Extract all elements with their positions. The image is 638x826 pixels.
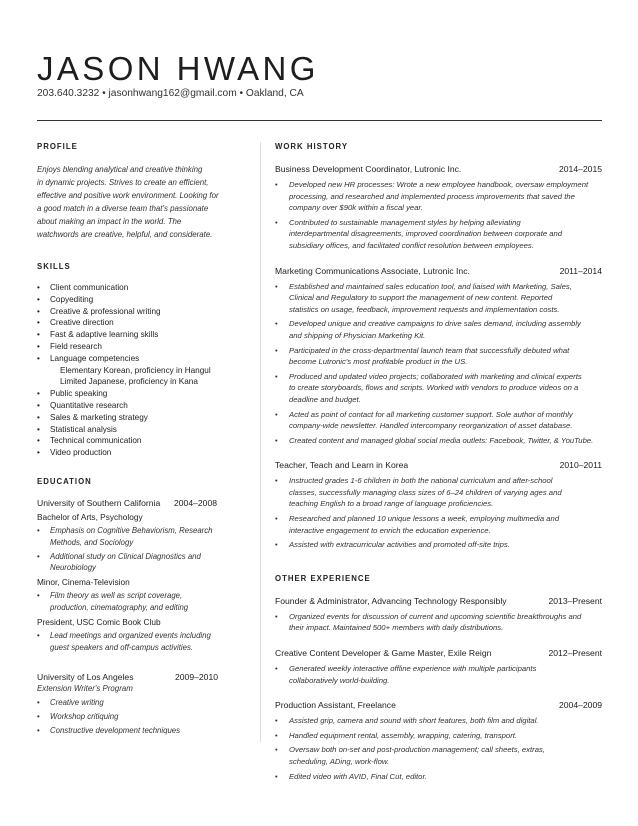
program-bullets	[37, 697, 240, 736]
job-header	[275, 595, 602, 607]
skill-item-language	[37, 353, 240, 388]
job-entry	[275, 647, 602, 686]
bullet-line: • Generated weekly interactive offline experience with multiple participants	[289, 664, 537, 674]
job-years: 2004–2009	[558, 700, 602, 711]
skill-item: • Creative & professional writing	[37, 306, 240, 318]
minor-bullet	[37, 590, 240, 614]
work-heading: WORK HISTORY	[275, 142, 349, 151]
bullet-line: • Additional study on Clinical Diagnostics and	[50, 551, 201, 561]
bullet-line: classes, successfully managing class sizes of 6–24 children of varying ages and	[289, 487, 562, 497]
edu-ucla	[37, 671, 240, 736]
bullet-line: interdepartmental disagreements, improved coordination between corporate and	[289, 229, 563, 239]
bullet-line: statistics on usage, feedback, improvement requests and implementation costs.	[289, 304, 560, 314]
job-entry	[275, 163, 602, 252]
degree-bullet	[37, 551, 240, 575]
skill-item: • Technical communication	[37, 435, 240, 447]
school-years: 2004–2008	[174, 497, 218, 508]
skill-item: • Public speaking	[37, 388, 240, 400]
bullet-line: guest speakers and off-campus activities.	[50, 642, 194, 652]
job-bullets	[275, 715, 602, 782]
education-heading: EDUCATION	[37, 476, 92, 486]
job-header	[275, 459, 602, 471]
bullet-line: their impact. Maintained 500+ members with daily distributions.	[289, 623, 504, 633]
bullet-line: • Created content and managed global social media outlets: Facebook, Twitter, & YouTube.	[289, 435, 594, 445]
bullet-line: • Assisted with extracurricular activities and promoted off-site trips.	[289, 540, 510, 550]
school-years: 2009–2010	[175, 672, 219, 683]
job-bullet	[275, 179, 602, 214]
skill-item: • Quantitative research	[37, 400, 240, 412]
job-years: 2010–2011	[559, 460, 602, 471]
job-bullets	[275, 475, 602, 551]
skills-list	[37, 282, 240, 459]
bullet-line: • Participated in the cross-departmental launch team that successfully debuted what	[289, 345, 570, 355]
right-column	[275, 142, 602, 785]
bullet-line: • Contributed to sustainable management styles by helping alleviating	[289, 217, 521, 227]
school-name: University of Southern California	[37, 497, 161, 508]
job-years: 2012–Present	[548, 648, 602, 659]
club-bullet	[37, 630, 240, 654]
profile-line: about making an impact in the world. The	[37, 217, 182, 226]
job-title: Creative Content Developer & Game Master, Exile Reign	[275, 648, 492, 659]
job-bullet	[275, 345, 602, 368]
bullet-line: • Lead meetings and organized events including	[50, 630, 211, 640]
job-bullet	[275, 730, 602, 742]
job-bullet	[275, 281, 602, 316]
edu-usc-header	[37, 497, 240, 509]
bullet-line: • Handled equipment rental, assembly, wrapping, catering, transport.	[289, 730, 518, 740]
job-header	[275, 647, 602, 659]
header-rule	[37, 120, 602, 121]
job-header	[275, 265, 602, 277]
program-bullet: • Workshop critiquing	[37, 711, 240, 723]
job-entry	[275, 265, 602, 447]
skill-item: • Fast & adaptive learning skills	[37, 329, 240, 341]
bullet-line: • Researched and planned 10 unique lessons a week, employing multimedia and	[289, 514, 560, 524]
job-bullet	[275, 744, 602, 767]
job-title: Production Assistant, Freelance	[275, 700, 396, 711]
other-experience-heading: OTHER EXPERIENCE	[275, 573, 371, 583]
skill-item: • Field research	[37, 341, 240, 353]
column-divider	[260, 142, 261, 742]
bullet-line: Neurobiology	[50, 563, 96, 573]
job-title: Teacher, Teach and Learn in Korea	[275, 460, 409, 471]
job-bullet	[275, 715, 602, 727]
job-bullet	[275, 371, 602, 406]
job-bullets	[275, 663, 602, 686]
bullet-line: deadline and budget.	[289, 394, 361, 404]
bullet-line: to create storyboards, flows and scripts. Worked with vendors to produce videos on a	[289, 383, 579, 393]
bullet-line: become Lutronic's most profitable product in the US.	[289, 357, 468, 367]
bullet-line: production, cinematography, and editing	[50, 602, 189, 612]
program-bullet: • Creative writing	[37, 697, 240, 709]
candidate-name: JASON HWANG	[37, 50, 319, 87]
job-years: 2014–2015	[558, 164, 602, 174]
language-japanese: Limited Japanese, proficiency in Kana	[60, 377, 198, 387]
bullet-line: company over $90k within a fiscal year.	[289, 203, 423, 213]
job-bullets	[275, 281, 602, 447]
job-bullet	[275, 318, 602, 341]
skill-item: • Statistical analysis	[37, 424, 240, 436]
job-bullet	[275, 409, 602, 432]
program-bullet: • Constructive development techniques	[37, 725, 240, 737]
contact-line: 203.640.3232 • jasonhwang162@gmail.com • Oakland, CA	[37, 88, 304, 99]
profile-line: effective and positive work environment. Looking for	[37, 191, 219, 200]
job-header	[275, 699, 602, 711]
job-bullet	[275, 217, 602, 252]
degree-bullets	[37, 525, 240, 574]
profile-line: a good match in a diverse team that's passionate	[37, 204, 209, 213]
job-bullets	[275, 179, 602, 252]
job-bullet	[275, 475, 602, 510]
bullet-line: • Produced and updated video projects; collaborated with marketing and clinical experts	[289, 371, 582, 381]
bullet-line: collaboratively world-building.	[289, 675, 390, 685]
bullet-line: • Developed unique and creative campaigns to drive sales demand, including assembly	[289, 319, 581, 329]
skill-item: • Video production	[37, 447, 240, 459]
skill-item: • Sales & marketing strategy	[37, 412, 240, 424]
job-bullet	[275, 513, 602, 536]
job-entry	[275, 459, 602, 551]
bullet-line: Methods, and Sociology	[50, 537, 134, 547]
job-years: 2011–2014	[559, 265, 602, 276]
bullet-line: • Developed new HR processes: Wrote a new employee handbook, oversaw employment	[289, 180, 589, 189]
left-column	[37, 142, 240, 739]
bullet-line: • Instructed grades 1-6 children in both the national curriculum and after-school	[289, 476, 553, 486]
job-title: Founder & Administrator, Advancing Technology Responsibly	[275, 595, 507, 606]
bullet-line: • Acted as point of contact for all marketing customer support. Sole author of monthly	[289, 409, 573, 419]
profile-line: in dynamic projects. Strives to create an efficient,	[37, 178, 209, 187]
program: Extension Writer's Program	[37, 684, 133, 694]
job-bullet	[275, 611, 602, 634]
job-bullet	[275, 663, 602, 686]
profile-line: Enjoys blending analytical and creative thinking	[37, 165, 203, 174]
job-entry	[275, 595, 602, 634]
club-bullets	[37, 630, 240, 654]
job-header	[275, 163, 602, 175]
job-bullets	[275, 611, 602, 634]
bullet-line: • Film theory as well as script coverage,	[50, 591, 183, 601]
skill-item: • Copyediting	[37, 294, 240, 306]
profile-heading: PROFILE	[37, 142, 78, 151]
profile-text	[37, 163, 240, 241]
job-bullet	[275, 435, 602, 447]
bullet-line: interactive engagement to enrich the education experience.	[289, 525, 491, 535]
bullet-line: • Edited video with AVID, Final Cut, editor.	[289, 771, 427, 781]
minor: Minor, Cinema-Television	[37, 577, 130, 588]
minor-bullets	[37, 590, 240, 614]
bullet-line: processing, and researched and implemented process improvements that saved the	[289, 191, 575, 201]
edu-usc	[37, 497, 240, 653]
job-title: Business Development Coordinator, Lutronic Inc.	[275, 164, 462, 174]
job-bullet	[275, 539, 602, 551]
profile-line: watchwords are creative, helpful, and considerate.	[37, 230, 213, 239]
bullet-line: • Organized events for discussion of current and upcoming scientific breakthroughs and	[289, 611, 582, 621]
degree: Bachelor of Arts, Psychology	[37, 511, 143, 522]
bullet-line: subsidiary offices, and facilitated conflict resolution between employees.	[289, 240, 534, 250]
bullet-line: • Established and maintained sales education tool, and liaised with Marketing, Sales,	[289, 281, 572, 291]
skill-item: • Creative direction	[37, 317, 240, 329]
job-years: 2013–Present	[548, 595, 602, 606]
school-name: University of Los Angeles	[37, 672, 134, 683]
bullet-line: • Oversaw both on-set and post-production management; call sheets, extras,	[289, 745, 545, 755]
job-entry	[275, 699, 602, 782]
bullet-line: • Emphasis on Cognitive Behaviorism, Research	[50, 525, 213, 535]
bullet-line: • Assisted grip, camera and sound with short features, both film and digital.	[289, 716, 539, 726]
degree-bullet	[37, 525, 240, 549]
bullet-line: teaching English to a broad range of language proficiencies.	[289, 499, 494, 509]
club: President, USC Comic Book Club	[37, 616, 161, 627]
job-bullet	[275, 771, 602, 783]
skill-item-label: Language competencies	[50, 353, 140, 363]
bullet-line: Clinical and Regulatory to support the management of new content. Reported	[289, 293, 553, 303]
job-title: Marketing Communications Associate, Lutronic Inc.	[275, 265, 470, 276]
skill-item: • Client communication	[37, 282, 240, 294]
edu-ucla-header	[37, 671, 240, 683]
bullet-line: and shipping of Physician Marketing Kit.	[289, 330, 426, 340]
bullet-line: company-wide newsletter. Handled intercompany reorganization of asset database.	[289, 421, 573, 431]
language-korean: Elementary Korean, proficiency in Hangul	[60, 365, 211, 375]
skills-heading: SKILLS	[37, 262, 71, 271]
bullet-line: scheduling, ADing, work-flow.	[289, 757, 390, 766]
